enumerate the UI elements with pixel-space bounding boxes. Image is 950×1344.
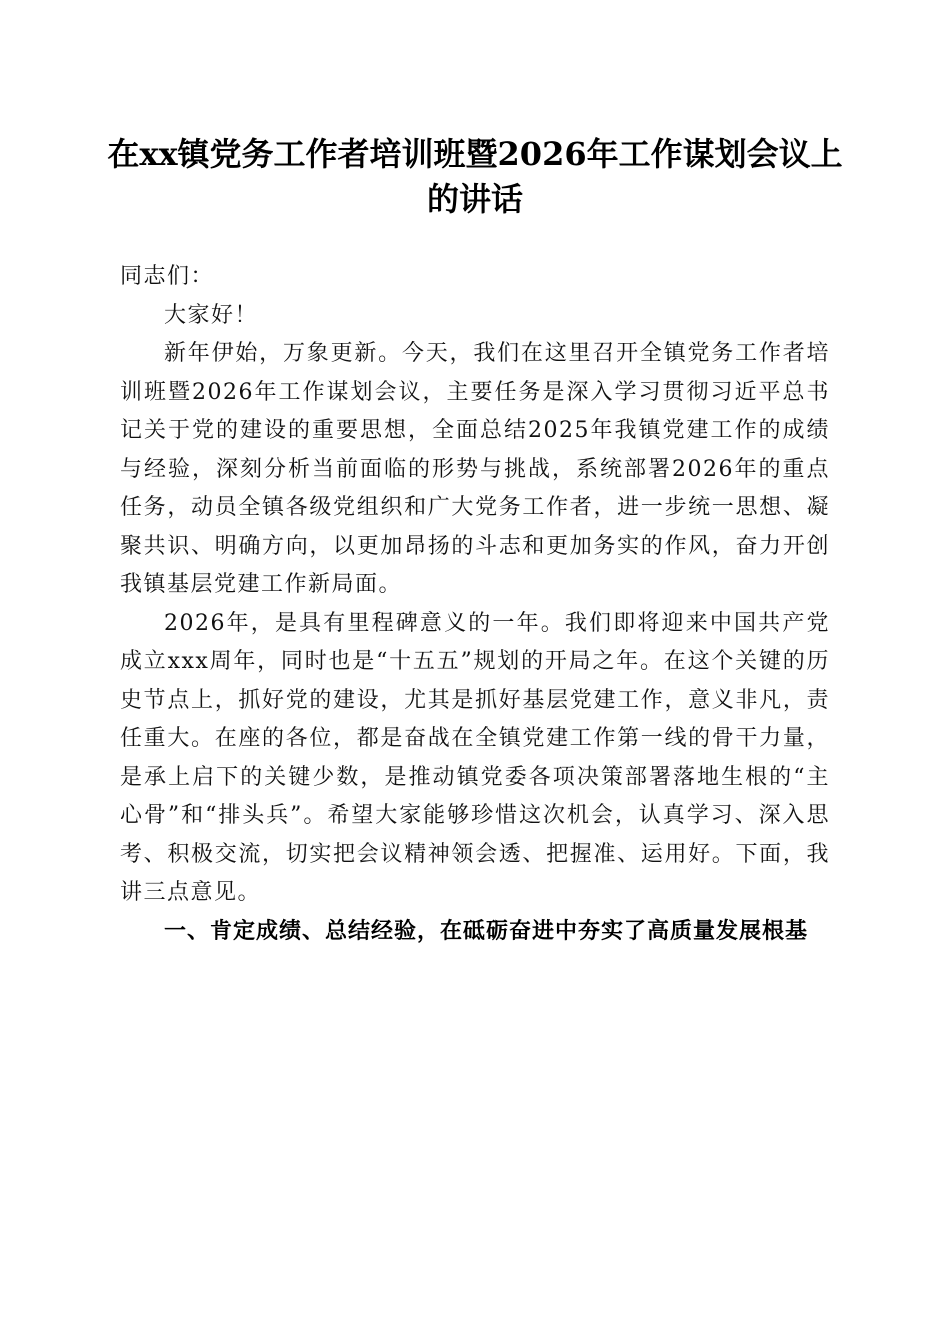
section-heading-1: 一、肯定成绩、总结经验，在砥砺奋进中夯实了高质量发展根基 xyxy=(164,918,809,944)
paragraph-opening: 新年伊始，万象更新。今天，我们在这里召开全镇党务工作者培训班暨2026年工作谋划会议，主要任务是深入学习贯彻习近平总书记关于党的建设的重要思想，全面总结2025年我镇党建工作的成绩与经验，深刻分析当前面临的形势与挑战，系统部署2026年的重点任务，动员全镇各级党组织和广大党务工作者，进一步统一思想、凝聚共识、明确方向，以更加昂扬的斗志和更加务实的作风，奋力开创我镇基层党建工作新局面。 xyxy=(120,341,830,597)
paragraph-significance: 2026年，是具有里程碑意义的一年。我们即将迎来中国共产党成立xxx周年，同时也是“十五五”规划的开局之年。在这个关键的历史节点上，抓好党的建设，尤其是抓好基层党建工作，意义非凡，责任重大。在座的各位，都是奋战在全镇党建工作第一线的骨干力量，是承上启下的关键少数，是推动镇党委各项决策部署落地生根的“主心骨”和“排头兵”。希望大家能够珍惜这次机会，认真学习、深入思考、积极交流，切实把会议精神领会透、把握准、运用好。下面，我讲三点意见。 xyxy=(120,610,830,905)
salutation: 同志们： xyxy=(120,264,215,289)
greeting: 大家好！ xyxy=(164,302,259,328)
document-title: 在xx镇党务工作者培训班暨2026年工作谋划会议上的讲话 xyxy=(107,135,843,218)
document-body xyxy=(120,258,830,951)
